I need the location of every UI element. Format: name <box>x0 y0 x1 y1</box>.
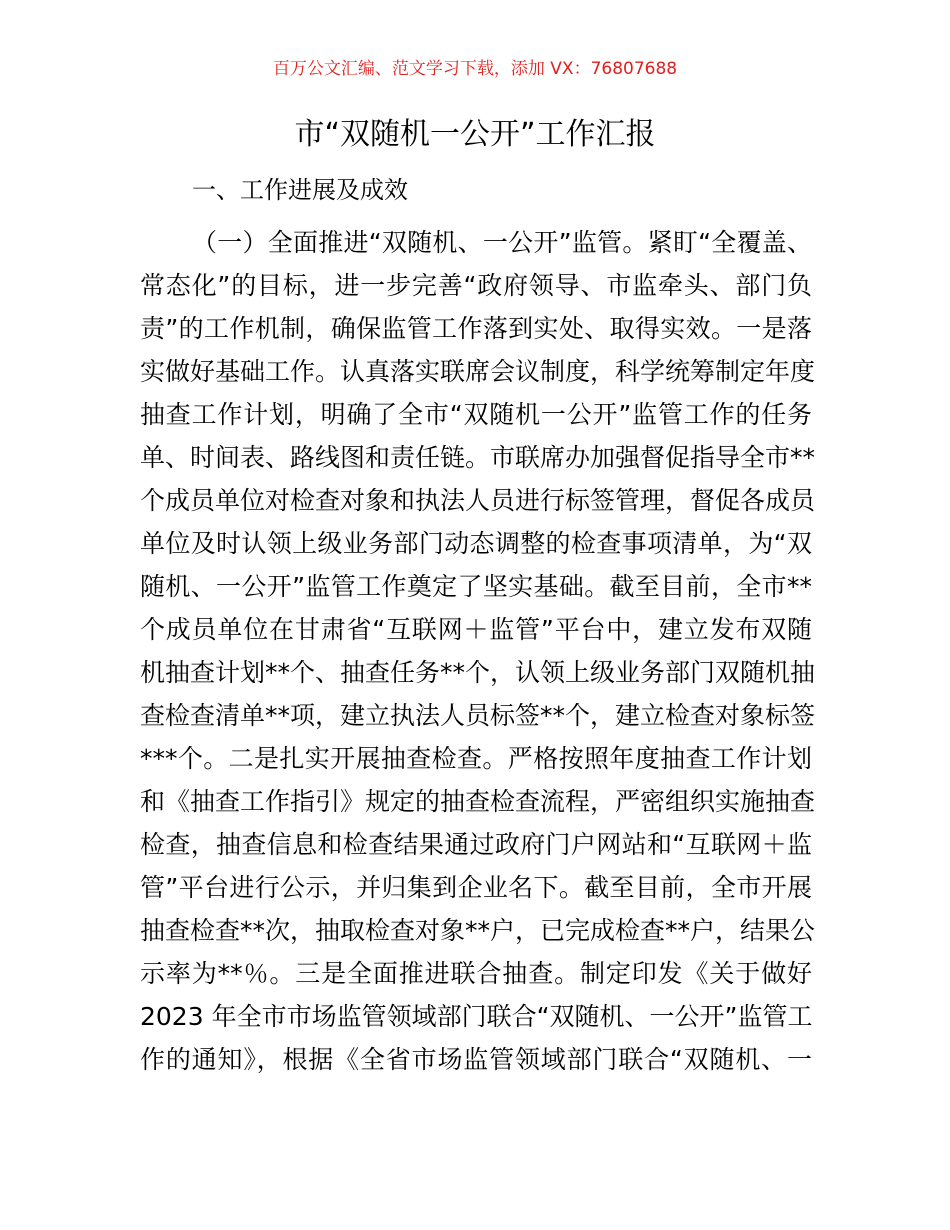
paragraph-line: 作的通知》，根据《全省市场监管领域部门联合“双随机、一 <box>140 1045 812 1074</box>
paragraph-line: 个成员单位对检查对象和执法人员进行标签管理，督促各成员 <box>140 486 816 515</box>
paragraph-line: ***个。二是扎实开展抽查检查。严格按照年度抽查工作计划 <box>140 744 812 773</box>
paragraph-line: 抽查工作计划，明确了全市“双随机一公开”监管工作的任务 <box>140 400 812 429</box>
paragraph-line: 个成员单位在甘肃省“互联网＋监管”平台中，建立发布双随 <box>140 615 812 644</box>
paragraph-line: 管”平台进行公示，并归集到企业名下。截至目前，全市开展 <box>140 873 812 902</box>
paragraph-line: 检查，抽查信息和检查结果通过政府门户网站和“互联网＋监 <box>140 830 812 859</box>
paragraph-line: 和《抽查工作指引》规定的抽查检查流程，严密组织实施抽查 <box>140 787 816 816</box>
paragraph-line: 随机、一公开”监管工作奠定了坚实基础。截至目前，全市** <box>140 572 812 601</box>
body-paragraph <box>140 221 816 1081</box>
paragraph-line: 单位及时认领上级业务部门动态调整的检查事项清单，为“双 <box>140 529 812 558</box>
paragraph-line: 责”的工作机制，确保监管工作落到实处、取得实效。一是落 <box>140 314 812 343</box>
paragraph-line: 2023 年全市市场监管领域部门联合“双随机、一公开”监管工 <box>140 1002 813 1031</box>
paragraph-line: 单、时间表、路线图和责任链。市联席办加强督促指导全市** <box>140 443 816 472</box>
watermark-banner: 百万公文汇编、范文学习下载，添加 VX：76807688 <box>272 59 678 79</box>
paragraph-line: 示率为**％。三是全面推进联合抽查。制定印发《关于做好 <box>140 959 812 988</box>
section-heading: 一、工作进展及成效 <box>192 176 408 204</box>
paragraph-line: 抽查检查**次，抽取检查对象**户，已完成检查**户，结果公 <box>140 916 816 945</box>
paragraph-line: （一）全面推进“双随机、一公开”监管。紧盯“全覆盖、 <box>192 228 812 257</box>
document-title: 市“双随机一公开”工作汇报 <box>294 117 656 152</box>
paragraph-line: 实做好基础工作。认真落实联席会议制度，科学统筹制定年度 <box>140 357 816 386</box>
paragraph-line: 常态化”的目标，进一步完善“政府领导、市监牵头、部门负 <box>140 271 812 300</box>
paragraph-line: 查检查清单**项，建立执法人员标签**个，建立检查对象标签 <box>140 701 816 730</box>
paragraph-line: 机抽查计划**个、抽查任务**个，认领上级业务部门双随机抽 <box>140 658 816 687</box>
